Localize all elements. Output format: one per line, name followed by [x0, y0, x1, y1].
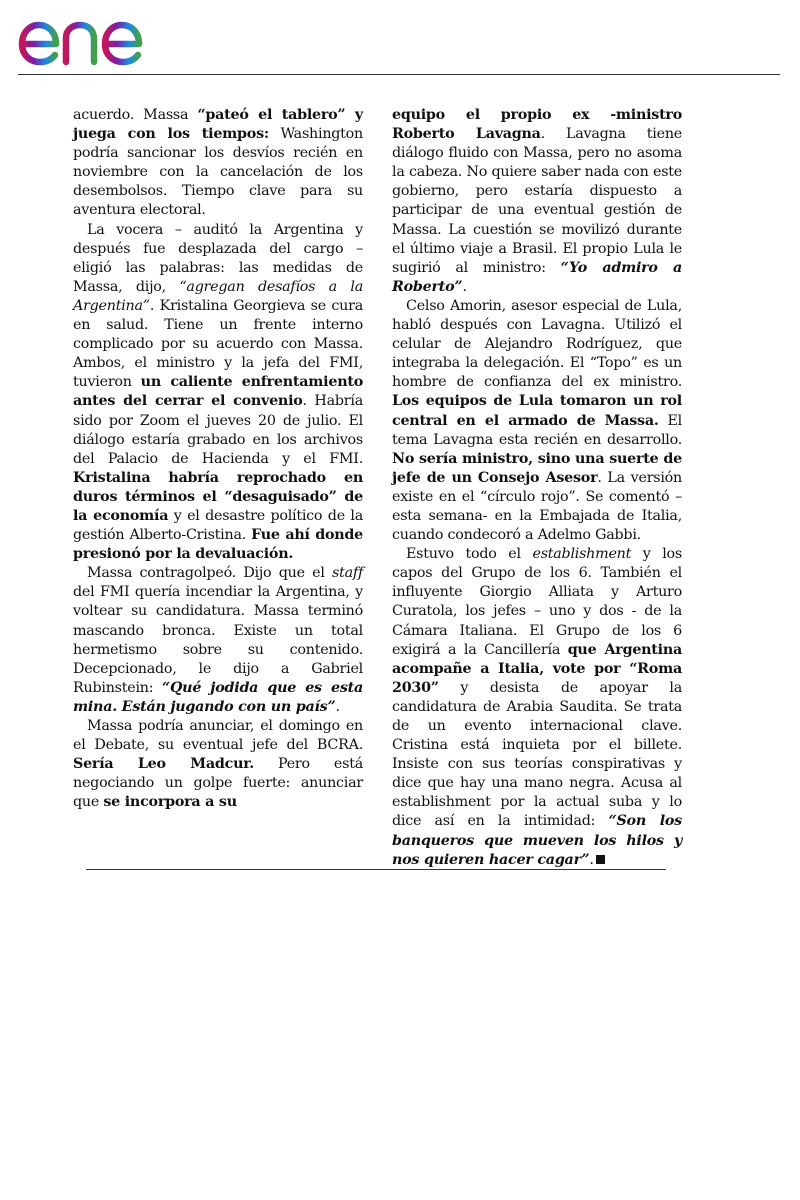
article-end-divider	[86, 869, 666, 870]
text-run: . Lavagna tiene diálogo fluido con Massa, pero no asoma la cabeza. No quiere saber nada con este gobierno, pero estaría dispuesto a participar de una eventual gestión de Massa. La cuestión se movilizó durante el último viaje a Brasil. El propio Lula le sugirió al ministro:	[392, 126, 682, 276]
paragraph	[392, 297, 682, 545]
text-run: No sería ministro, sino una suerte de jefe de un Consejo Asesor	[392, 450, 682, 486]
text-run: Washington podría sancionar los desvíos recién en noviembre con la cancelación de los desembolsos. Tiempo clave para su aventura electoral.	[73, 126, 363, 219]
paragraph	[73, 564, 363, 717]
text-run: Kristalina habría reprochado en duros términos el “desaguisado” de la economía	[73, 469, 363, 524]
article-column-right	[392, 106, 682, 870]
text-run: La vocera – auditó la Argentina y después fue desplazada del cargo – eligió las palabras: las medidas de Massa, dijo,	[73, 221, 363, 295]
header-divider	[18, 74, 780, 75]
text-run: .	[589, 851, 594, 868]
article-column-left	[73, 106, 363, 812]
text-run: Pero está negociando un golpe fuerte: anunciar que	[73, 756, 363, 811]
text-run: . Kristalina Georgieva se cura en salud. Tiene un frente interno complicado por su acuerdo con Massa. Ambos, el ministro y la jefa del FMI, tuvieron	[73, 297, 363, 391]
paragraph	[73, 717, 363, 812]
text-run: que Argentina acompañe a Italia, vote por “Roma 2030”	[392, 641, 682, 696]
text-run: Estuvo todo el	[406, 546, 533, 563]
text-run: .	[462, 278, 467, 295]
enel-logo	[18, 6, 183, 68]
paragraph	[392, 106, 682, 297]
text-run: del FMI quería incendiar la Argentina, y voltear su candidatura. Massa terminó mascando bronca. Existe un total hermetismo sobre su contenido. Decepcionado, le dijo a Gabriel Rubinstein:	[73, 584, 363, 696]
paragraph	[73, 221, 363, 565]
text-run: se incorpora a su	[103, 794, 237, 811]
text-run: El tema Lavagna esta recién en desarrollo.	[392, 412, 682, 448]
text-run: “pateó el tablero” y juega con los tiempos:	[73, 107, 363, 143]
text-run: un caliente enfrentamiento antes del cerrar el convenio	[73, 374, 363, 410]
text-run: Celso Amorin, asesor especial de Lula, habló después con Lavagna. Utilizó el celular de Alejandro Rodríguez, que integraba la delegación. El “Topo” es un hombre de confianza del ex ministro.	[392, 297, 682, 391]
text-run: . La versión existe en el “círculo rojo”. Se comentó – esta semana- en la Embajada de Italia, cuando condecoró a Adelmo Gabbi.	[392, 469, 682, 544]
text-run: “Qué jodida que es esta mina. Están jugando con un país”	[73, 679, 363, 715]
text-run: “Yo admiro a Roberto”	[392, 259, 682, 295]
text-run: Sería Leo Madcur.	[73, 756, 254, 773]
text-run: y los capos del Grupo de los 6. También el influyente Giorgio Alliata y Arturo Curatola, los jefes – uno y dos - de la Cámara Italiana. El Grupo de los 6 exigirá a la Cancillería	[392, 546, 682, 658]
text-run: Fue ahí donde presionó por la devaluación.	[73, 527, 363, 563]
paragraph	[73, 106, 363, 221]
text-run: y el desastre político de la gestión Alberto-Cristina.	[73, 507, 364, 544]
text-run: y desista de apoyar la candidatura de Arabia Saudita. Se trata de un evento internacional clave. Cristina está inquieta por el billete. Insiste con sus teorías conspirativas y dice que hay una mano negra. Acusa al establishment por la actual suba y lo dice así en la intimidad:	[392, 679, 682, 830]
text-run: “Son los banqueros que mueven los hilos y nos quieren hacer cagar”	[392, 813, 682, 868]
text-run: Los equipos de Lula tomaron un rol central en el armado de Massa.	[392, 393, 682, 429]
text-run: Massa podría anunciar, el domingo en el Debate, su eventual jefe del BCRA.	[73, 718, 363, 754]
text-run: Massa contragolpeó. Dijo que el	[87, 565, 333, 582]
end-of-article-mark	[596, 855, 605, 864]
text-run: .	[335, 698, 340, 715]
paragraph	[392, 545, 682, 870]
text-run: establishment	[532, 546, 632, 563]
text-run: . Habría sido por Zoom el jueves 20 de julio. El diálogo estaría grabado en los archivos del Palacio de Hacienda y el FMI.	[73, 393, 363, 467]
text-run: staff	[332, 565, 363, 582]
text-run: “agregan desafíos a la Argentina”	[73, 278, 363, 314]
text-run: equipo el propio ex -ministro Roberto Lavagna	[392, 107, 682, 143]
text-run: acuerdo. Massa	[73, 107, 198, 123]
